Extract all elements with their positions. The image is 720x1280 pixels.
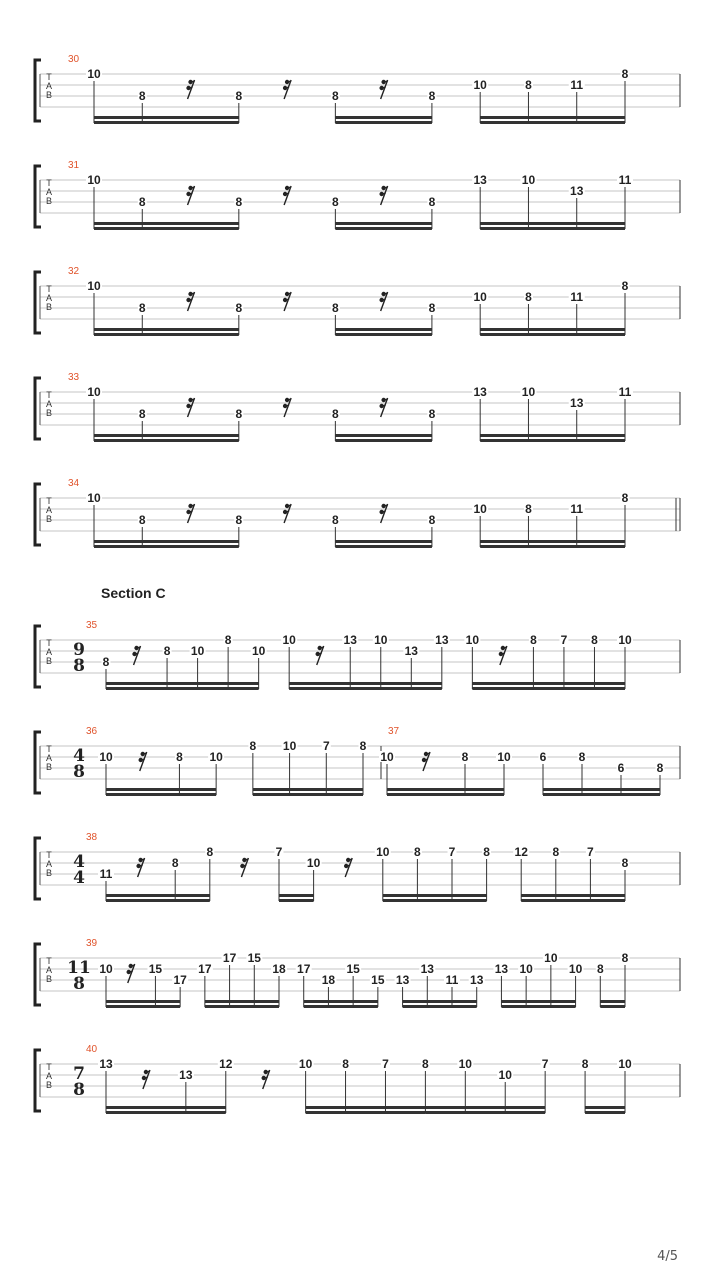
beam-secondary <box>306 1106 426 1109</box>
beam-secondary <box>425 1106 545 1109</box>
tab-clef-letter: A <box>45 81 53 91</box>
measure-number: 30 <box>68 54 80 65</box>
tab-clef-letter: A <box>45 187 53 197</box>
fret-number: 8 <box>428 513 436 527</box>
fret-number: 10 <box>99 750 113 764</box>
beam-secondary <box>472 682 625 685</box>
fret-number: 8 <box>138 513 146 527</box>
fret-number: 10 <box>87 67 101 81</box>
fret-number: 10 <box>374 633 388 647</box>
beam-secondary <box>106 788 216 791</box>
fret-number: 8 <box>138 407 146 421</box>
beam-secondary <box>335 434 432 437</box>
beam-primary <box>106 793 216 796</box>
fret-number: 18 <box>321 973 336 987</box>
beam-primary <box>279 899 314 902</box>
beam-secondary <box>387 788 504 791</box>
fret-number: 13 <box>473 385 487 399</box>
tab-clef-letter: B <box>45 656 53 666</box>
measure-number: 32 <box>68 266 80 277</box>
beam-secondary <box>94 540 239 543</box>
fret-number: 12 <box>219 1057 233 1071</box>
beam-primary <box>480 227 625 230</box>
beam-primary <box>94 121 239 124</box>
beam-primary <box>383 899 487 902</box>
beam-primary <box>387 793 504 796</box>
tab-clef-letter: B <box>45 868 53 878</box>
tab-clef-letter: A <box>45 399 53 409</box>
tab-clef-letter: A <box>45 293 53 303</box>
fret-number: 7 <box>541 1057 549 1071</box>
fret-number: 11 <box>618 385 632 399</box>
beam-secondary <box>94 222 239 225</box>
tab-clef-letter: B <box>45 408 53 418</box>
fret-number: 8 <box>525 290 532 304</box>
time-signature-top: 4 <box>73 746 85 766</box>
beam-primary <box>501 1005 575 1008</box>
page-number: 4/5 <box>657 1249 678 1264</box>
fret-number: 7 <box>322 739 330 753</box>
fret-number: 8 <box>621 951 629 965</box>
fret-number: 15 <box>247 951 261 965</box>
beam-secondary <box>335 116 432 119</box>
fret-number: 8 <box>525 78 532 92</box>
beam-secondary <box>94 328 239 331</box>
beam-primary <box>335 227 432 230</box>
fret-number: 7 <box>587 845 594 859</box>
beam-primary <box>403 1005 477 1008</box>
tab-clef-letter: A <box>45 647 53 657</box>
beam-secondary <box>253 788 363 791</box>
fret-number: 8 <box>332 195 339 209</box>
tab-clef-letter: T <box>46 284 52 294</box>
fret-number: 8 <box>332 513 339 527</box>
beam-secondary <box>106 894 210 897</box>
fret-number: 10 <box>473 290 487 304</box>
measure-number: 34 <box>68 478 80 489</box>
fret-number: 10 <box>473 78 487 92</box>
fret-number: 13 <box>570 396 584 410</box>
measure-number: 40 <box>86 1044 98 1055</box>
fret-number: 7 <box>448 845 456 859</box>
fret-number: 13 <box>570 184 584 198</box>
fret-number: 8 <box>422 1057 429 1071</box>
fret-number: 17 <box>198 962 212 976</box>
tab-clef-letter: B <box>45 90 53 100</box>
fret-number: 10 <box>87 385 101 399</box>
fret-number: 10 <box>87 279 101 293</box>
measure-number: 37 <box>388 726 400 737</box>
fret-number: 8 <box>235 513 243 527</box>
beam-primary <box>335 545 432 548</box>
fret-number: 10 <box>465 633 480 647</box>
fret-number: 7 <box>382 1057 389 1071</box>
fret-number: 8 <box>235 301 243 315</box>
time-signature-top: 9 <box>73 640 85 660</box>
tab-clef-letter: B <box>45 762 53 772</box>
beam-primary <box>253 793 363 796</box>
fret-number: 8 <box>414 845 421 859</box>
beam-primary <box>480 333 625 336</box>
fret-number: 7 <box>560 633 568 647</box>
fret-number: 8 <box>428 195 436 209</box>
tab-clef-letter: A <box>45 859 53 869</box>
fret-number: 8 <box>656 761 664 775</box>
fret-number: 8 <box>621 67 629 81</box>
beam-secondary <box>480 434 625 437</box>
fret-number: 10 <box>497 750 511 764</box>
fret-number: 10 <box>544 951 558 965</box>
fret-number: 15 <box>148 962 163 976</box>
beam-primary <box>480 439 625 442</box>
beam-secondary <box>335 328 432 331</box>
fret-number: 8 <box>332 301 339 315</box>
fret-number: 17 <box>222 951 237 965</box>
beam-primary <box>106 1005 180 1008</box>
tab-clef-letter: T <box>46 1062 52 1072</box>
fret-number: 17 <box>173 973 187 987</box>
fret-number: 8 <box>621 279 629 293</box>
beam-primary <box>289 687 442 690</box>
fret-number: 13 <box>494 962 509 976</box>
tab-clef-letter: B <box>45 196 53 206</box>
beam-primary <box>600 1005 625 1008</box>
fret-number: 10 <box>458 1057 472 1071</box>
beam-primary <box>94 333 239 336</box>
beam-primary <box>335 333 432 336</box>
fret-number: 10 <box>99 962 113 976</box>
tab-clef-letter: T <box>46 850 52 860</box>
beam-primary <box>106 1111 226 1114</box>
beam-secondary <box>543 788 660 791</box>
beam-secondary <box>335 540 432 543</box>
tab-clef-letter: T <box>46 744 52 754</box>
beam-secondary <box>106 1000 180 1003</box>
beam-secondary <box>501 1000 575 1003</box>
fret-number: 10 <box>618 1057 632 1071</box>
measure-number: 35 <box>86 620 98 631</box>
fret-number: 8 <box>163 644 171 658</box>
beam-primary <box>106 687 259 690</box>
time-signature-bottom: 8 <box>73 762 85 782</box>
fret-number: 8 <box>525 502 532 516</box>
tab-clef-letter: A <box>45 1071 53 1081</box>
fret-number: 11 <box>445 973 459 987</box>
fret-number: 10 <box>376 845 390 859</box>
fret-number: 18 <box>272 962 286 976</box>
fret-number: 8 <box>138 195 146 209</box>
fret-number: 15 <box>346 962 360 976</box>
fret-number: 8 <box>621 491 629 505</box>
fret-number: 15 <box>371 973 385 987</box>
fret-number: 10 <box>298 1057 313 1071</box>
fret-number: 13 <box>343 633 357 647</box>
fret-number: 13 <box>435 633 449 647</box>
fret-number: 8 <box>591 633 598 647</box>
tab-clef-letter: T <box>46 178 52 188</box>
fret-number: 13 <box>179 1068 193 1082</box>
beam-secondary <box>335 222 432 225</box>
fret-number: 6 <box>617 761 625 775</box>
fret-number: 8 <box>332 89 339 103</box>
fret-number: 8 <box>224 633 232 647</box>
tab-clef-letter: B <box>45 514 53 524</box>
fret-number: 13 <box>470 973 484 987</box>
beam-secondary <box>585 1106 625 1109</box>
fret-number: 8 <box>171 856 179 870</box>
beam-primary <box>304 1005 378 1008</box>
fret-number: 13 <box>420 962 434 976</box>
fret-number: 8 <box>428 301 436 315</box>
fret-number: 8 <box>461 750 469 764</box>
fret-number: 8 <box>359 739 367 753</box>
beam-secondary <box>480 328 625 331</box>
beam-primary <box>306 1111 426 1114</box>
fret-number: 8 <box>235 195 243 209</box>
fret-number: 8 <box>235 89 243 103</box>
fret-number: 10 <box>498 1068 512 1082</box>
fret-number: 8 <box>596 962 604 976</box>
fret-number: 10 <box>209 750 223 764</box>
tab-clef-letter: A <box>45 505 53 515</box>
beam-primary <box>585 1111 625 1114</box>
fret-number: 11 <box>570 290 584 304</box>
beam-primary <box>94 545 239 548</box>
fret-number: 8 <box>621 856 629 870</box>
measure-number: 31 <box>68 160 80 171</box>
beam-secondary <box>480 540 625 543</box>
beam-secondary <box>205 1000 279 1003</box>
beam-primary <box>205 1005 279 1008</box>
tab-clef-letter: B <box>45 302 53 312</box>
fret-number: 13 <box>404 644 418 658</box>
beam-primary <box>480 545 625 548</box>
fret-number: 7 <box>275 845 283 859</box>
beam-primary <box>106 899 210 902</box>
fret-number: 8 <box>552 845 560 859</box>
fret-number: 8 <box>235 407 243 421</box>
fret-number: 10 <box>251 644 266 658</box>
time-signature-top: 11 <box>67 958 91 978</box>
beam-secondary <box>94 434 239 437</box>
beam-secondary <box>600 1000 625 1003</box>
beam-primary <box>94 227 239 230</box>
fret-number: 10 <box>306 856 321 870</box>
beam-secondary <box>521 894 625 897</box>
fret-number: 8 <box>578 750 586 764</box>
time-signature-top: 4 <box>73 852 85 872</box>
fret-number: 8 <box>342 1057 349 1071</box>
fret-number: 8 <box>102 655 110 669</box>
fret-number: 10 <box>521 173 536 187</box>
tab-clef-letter: T <box>46 496 52 506</box>
measure-number: 33 <box>68 372 80 383</box>
fret-number: 11 <box>570 78 584 92</box>
fret-number: 13 <box>395 973 410 987</box>
fret-number: 8 <box>249 739 257 753</box>
tab-clef-letter: A <box>45 753 53 763</box>
section-label: Section C <box>101 585 166 601</box>
beam-primary <box>543 793 660 796</box>
fret-number: 6 <box>539 750 547 764</box>
fret-number: 10 <box>618 633 632 647</box>
tab-clef-letter: B <box>45 974 53 984</box>
fret-number: 10 <box>568 962 583 976</box>
beam-secondary <box>480 222 625 225</box>
fret-number: 10 <box>190 644 205 658</box>
tab-clef-letter: T <box>46 638 52 648</box>
beam-secondary <box>403 1000 477 1003</box>
beam-secondary <box>279 894 314 897</box>
beam-secondary <box>106 682 259 685</box>
beam-secondary <box>94 116 239 119</box>
time-signature-top: 7 <box>73 1064 85 1084</box>
beam-secondary <box>106 1106 226 1109</box>
tab-clef-letter: T <box>46 72 52 82</box>
beam-primary <box>94 439 239 442</box>
beam-primary <box>472 687 625 690</box>
fret-number: 10 <box>519 962 533 976</box>
fret-number: 10 <box>282 633 296 647</box>
beam-secondary <box>383 894 487 897</box>
fret-number: 10 <box>87 491 101 505</box>
fret-number: 8 <box>332 407 339 421</box>
tab-clef-letter: T <box>46 956 52 966</box>
fret-number: 11 <box>99 867 113 881</box>
tab-clef-letter: B <box>45 1080 53 1090</box>
fret-number: 8 <box>138 301 146 315</box>
fret-number: 8 <box>206 845 214 859</box>
fret-number: 8 <box>428 89 436 103</box>
time-signature-bottom: 8 <box>73 1080 85 1100</box>
fret-number: 10 <box>521 385 536 399</box>
beam-secondary <box>289 682 442 685</box>
fret-number: 10 <box>87 173 101 187</box>
fret-number: 8 <box>530 633 537 647</box>
tab-clef-letter: A <box>45 965 53 975</box>
measure-number: 39 <box>86 938 98 949</box>
beam-primary <box>425 1111 545 1114</box>
fret-number: 10 <box>282 739 297 753</box>
beam-primary <box>335 439 432 442</box>
beam-primary <box>480 121 625 124</box>
fret-number: 11 <box>618 173 632 187</box>
fret-number: 13 <box>473 173 487 187</box>
measure-number: 38 <box>86 832 98 843</box>
fret-number: 13 <box>99 1057 113 1071</box>
tab-clef-letter: T <box>46 390 52 400</box>
beam-secondary <box>480 116 625 119</box>
fret-number: 8 <box>176 750 183 764</box>
fret-number: 17 <box>297 962 311 976</box>
beam-secondary <box>304 1000 378 1003</box>
time-signature-bottom: 8 <box>73 974 85 994</box>
time-signature-bottom: 4 <box>73 868 85 888</box>
beam-primary <box>521 899 625 902</box>
time-signature-bottom: 8 <box>73 656 85 676</box>
fret-number: 8 <box>483 845 490 859</box>
fret-number: 8 <box>428 407 436 421</box>
fret-number: 10 <box>473 502 487 516</box>
fret-number: 10 <box>380 750 394 764</box>
fret-number: 11 <box>570 502 584 516</box>
fret-number: 8 <box>138 89 146 103</box>
fret-number: 8 <box>581 1057 589 1071</box>
beam-primary <box>335 121 432 124</box>
fret-number: 12 <box>514 845 528 859</box>
measure-number: 36 <box>86 726 98 737</box>
